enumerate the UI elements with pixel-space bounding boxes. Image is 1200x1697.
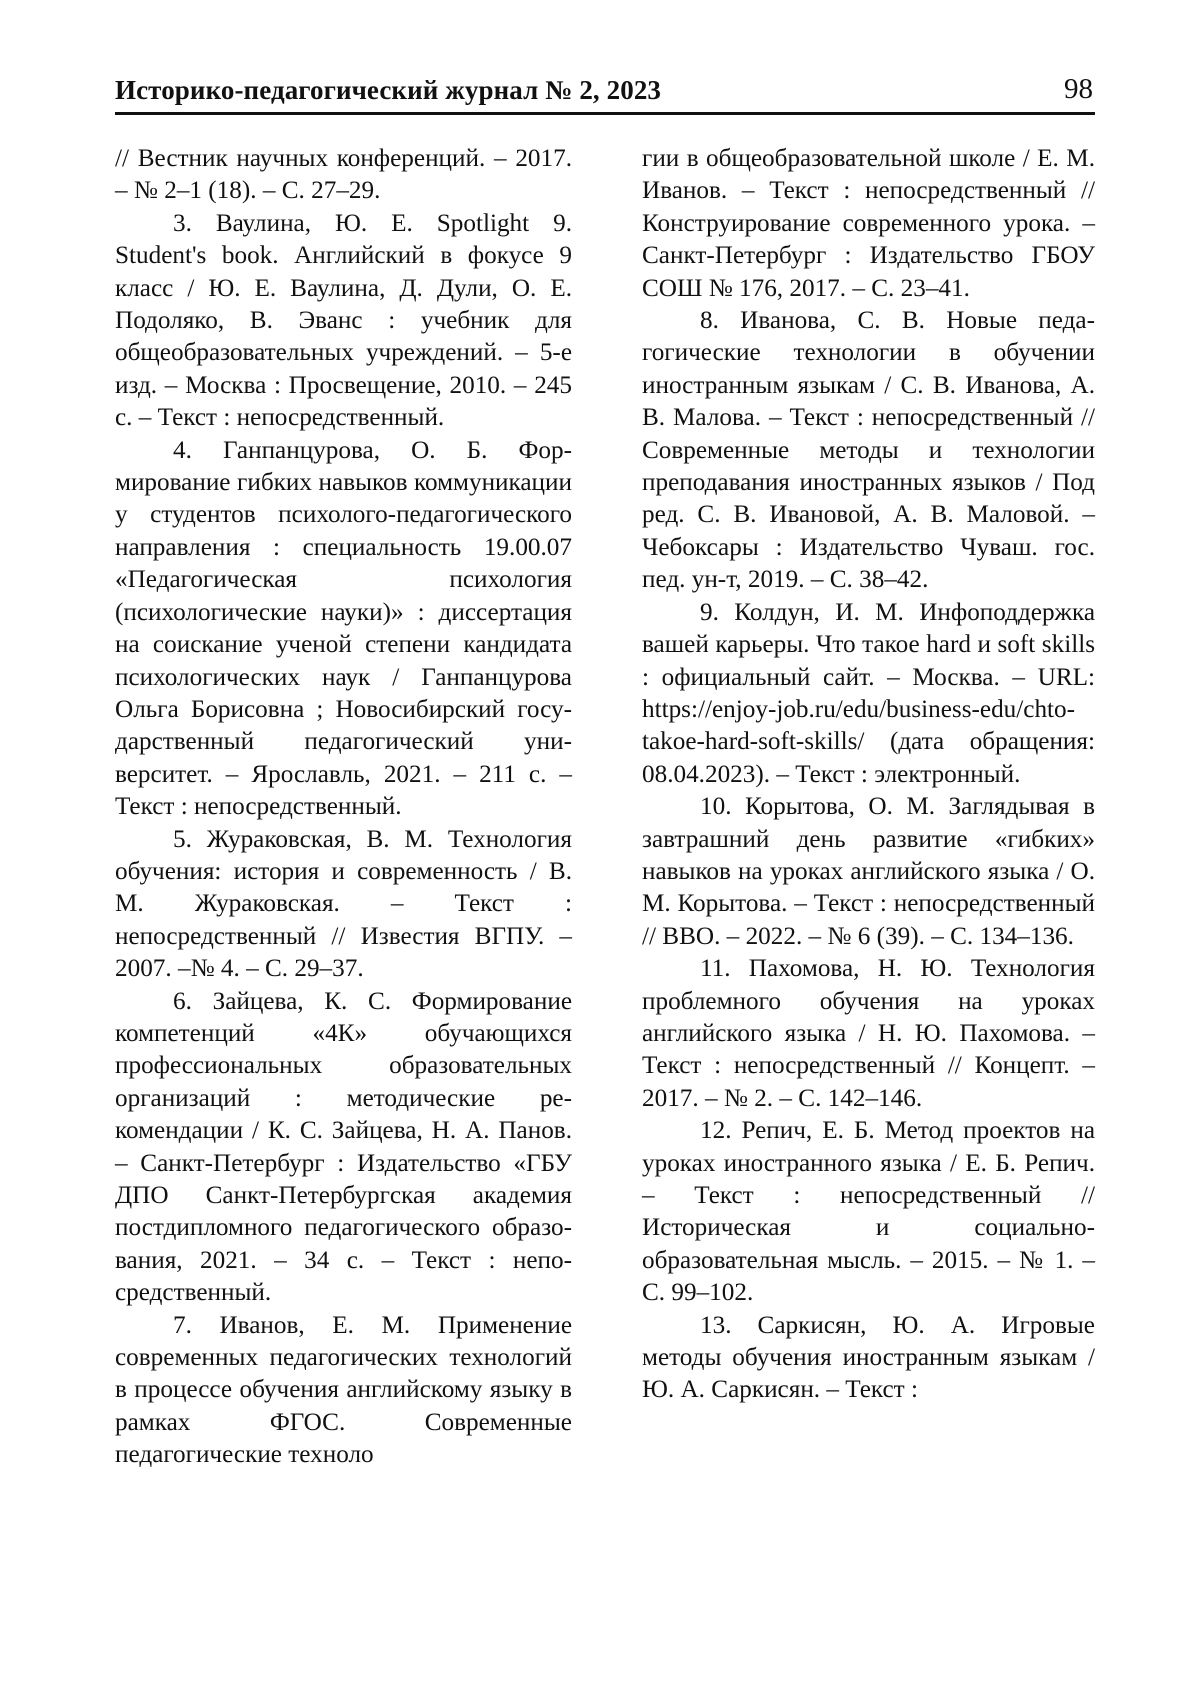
reference-item-7-continuation: гии в общеобразовательной школе / Е. М. Иванов. – Текст : непосредственный // Конструирование современного урока. – Санкт-Петербург : Издательство ГБОУ СОШ № 176, 2017. – С. 23–41. [642,145,1095,302]
reference-item-9: 9. Колдун, И. М. Инфоподдержка вашей карьеры. Что такое hard и soft skills : официальный сайт. – Москва. – URL: https://enjoy-job.ru/edu/business-edu/chto-takoe-hard-soft-skills/ (дата обращения: 08.04.2023). – Текст : электронный. [642,598,1095,788]
reference-continuation: // Вестник научных конференций. – 2017. – № 2–1 (18). – С. 27–29. [115,145,572,205]
journal-title: Историко-педагогический журнал № 2, 2023 [115,75,662,105]
left-column [115,143,572,1472]
running-header [115,70,1095,115]
reference-item-6: 6. Зайцева, К. С. Формирование компетенций «4К» обучающихся профессиональных образовательных организаций : методические рекомендации / К. С. Зайцева, Н. А. Панов. – Санкт-Петербург : Издательство «ГБУ ДПО Санкт-Петербургская академия постдипломного педагогического образования, 2021. – 34 с. – Текст : непосредственный. [115,987,572,1307]
reference-item-10: 10. Корытова, О. М. Заглядывая в завтрашний день развитие «гибких» навыков на уроках английского языка / О. М. Корытова. – Текст : непосредственный // ВВО. – 2022. – № 6 (39). – С. 134–136. [642,793,1095,950]
reference-item-5: 5. Жураковская, В. М. Технология обучения: история и современность / В. М. Жураковская. – Текст : непосредственный // Известия ВГПУ. – 2007. –№ 4. – С. 29–37. [115,825,572,983]
reference-item-8: 8. Иванова, С. В. Новые педагогические технологии в обучении иностранным языкам / С. В. Иванова, А. В. Малова. – Текст : непосредственный // Современные методы и технологии преподавания иностранных языков / Под ред. С. В. Ивановой, А. В. Маловой. – Чебоксары : Издательство Чуваш. гос. пед. ун-т, 2019. – С. 38–42. [642,307,1095,594]
page-number: 98 [1064,73,1093,105]
reference-item-7: 7. Иванов, Е. М. Применение современных педагогических технологий в процессе обучения английскому языку в рамках ФГОС. Современные педагогические техноло [115,1311,572,1469]
right-column [642,143,1095,1407]
reference-item-13: 13. Саркисян, Ю. А. Игровые методы обучения иностранным языкам / Ю. А. Саркисян. – Текст : [642,1311,1095,1404]
reference-item-11: 11. Пахомова, Н. Ю. Технология проблемного обучения на уроках английского языка / Н. Ю. Пахомова. – Текст : непосредственный // Концепт. – 2017. – № 2. – С. 142–146. [642,955,1095,1112]
reference-item-4: 4. Ганпанцурова, О. Б. Формирование гибких навыков коммуникации у студентов психолого-педагогического направления : специальность 19.00.07 «Педагогическая психология (психологические науки)» : диссертация на соискание ученой степени кандидата психологических наук / Ганпанцурова Ольга Борисовна ; Новосибирский государственный педагогический университет. – Ярославль, 2021. – 211 с. – Текст : непосредственный. [115,436,572,821]
reference-item-12: 12. Репич, Е. Б. Метод проектов на уроках иностранного языка / Е. Б. Репич. – Текст : непосредственный // Историческая и социально-образовательная мысль. – 2015. – № 1. – С. 99–102. [642,1117,1095,1307]
reference-item-3: 3. Ваулина, Ю. Е. Spotlight 9. Student's book. Английский в фокусе 9 класс / Ю. Е. Ваулина, Д. Дули, О. Е. Подоляко, В. Эванс : учебник для общеобразовательных учреждений. – 5-е изд. – Москва : Просвещение, 2010. – 245 с. – Текст : непосредственный. [115,209,572,432]
